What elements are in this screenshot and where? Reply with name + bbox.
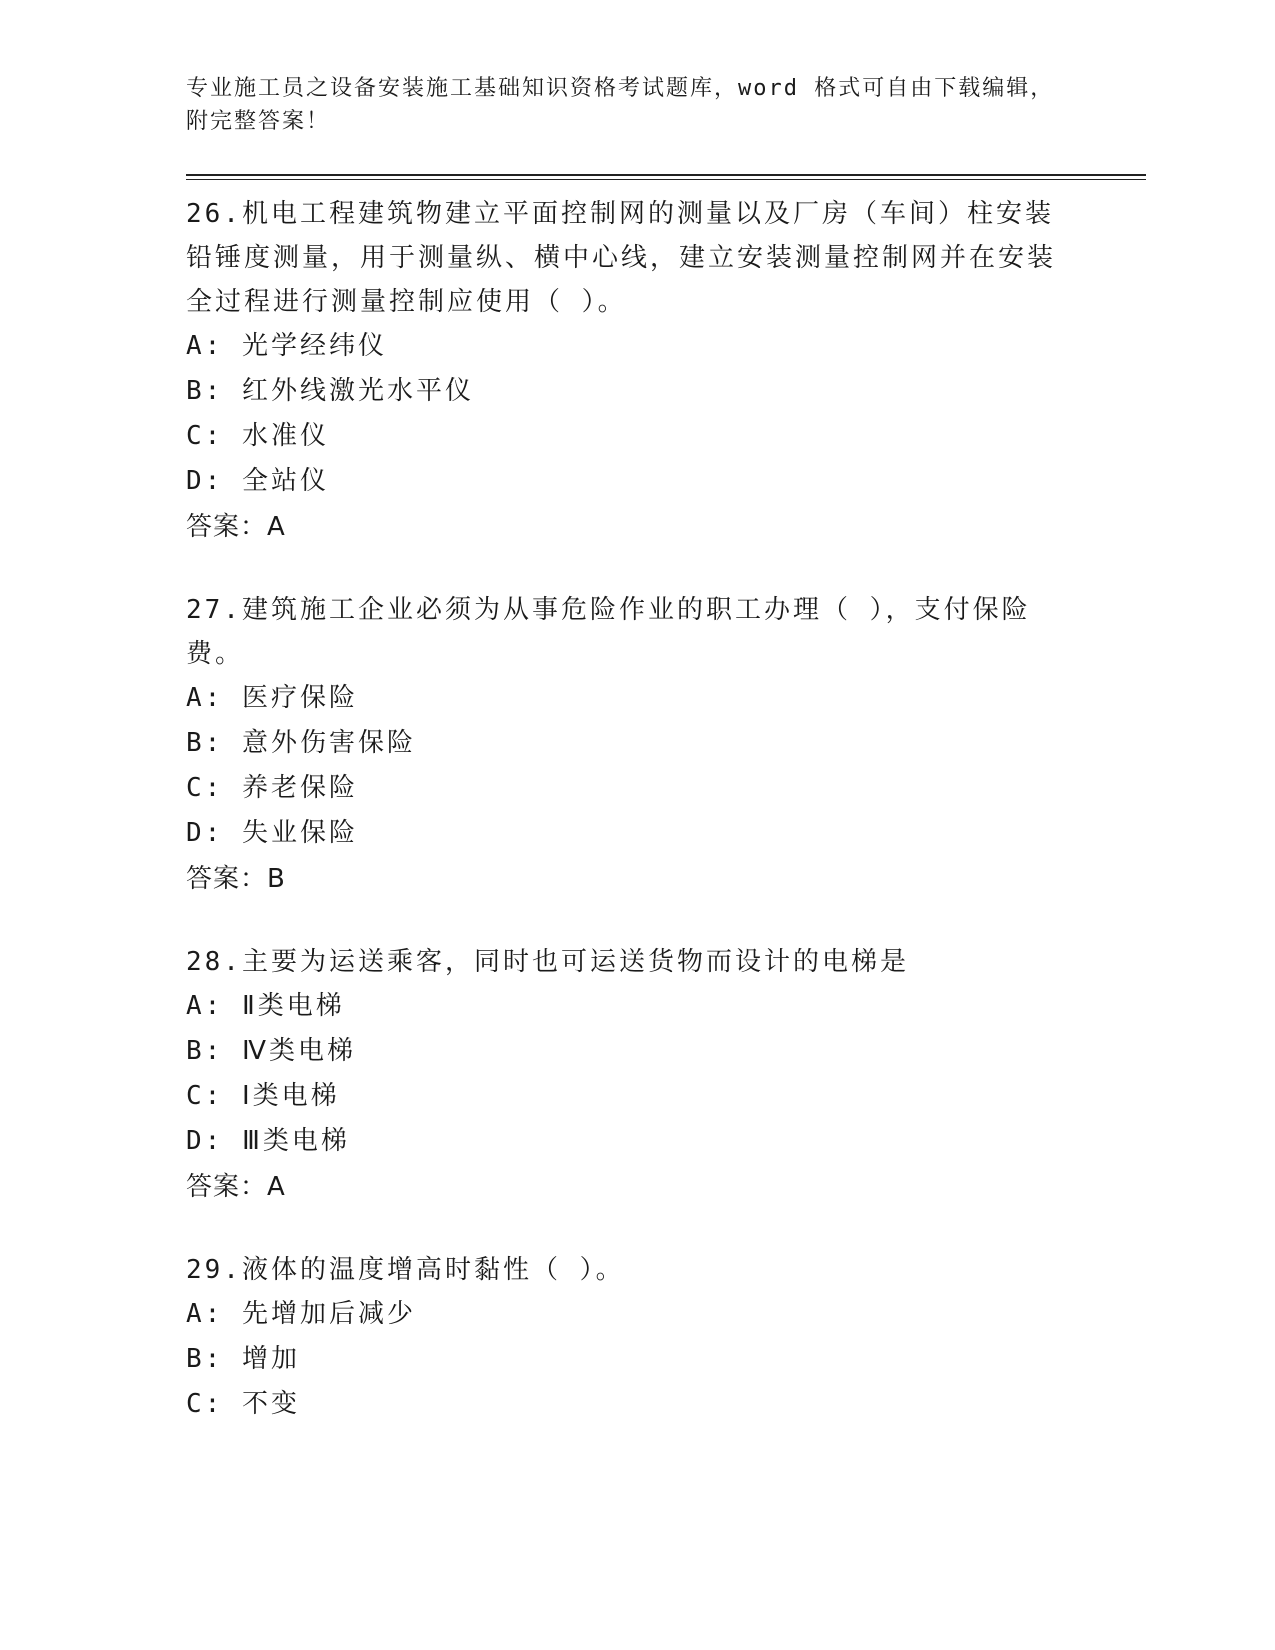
answer-text: 答案：A	[186, 512, 286, 542]
option-a: A: 医疗保险	[186, 683, 358, 713]
answer-text: 答案：A	[186, 1172, 286, 1202]
option-c: C: Ⅰ类电梯	[186, 1081, 340, 1111]
question-text: 28.主要为运送乘客，同时也可运送货物而设计的电梯是	[186, 947, 909, 977]
option-b: B: 增加	[186, 1344, 300, 1374]
header-divider	[186, 174, 1146, 180]
question-26	[186, 192, 1146, 550]
question-text: 27.建筑施工企业必须为从事危险作业的职工办理（ ），支付保险费。	[186, 595, 1031, 669]
option-b: B: 意外伤害保险	[186, 728, 416, 758]
question-list	[186, 192, 1146, 1427]
answer-text: 答案：B	[186, 864, 286, 894]
option-a: A: Ⅱ类电梯	[186, 991, 345, 1021]
option-b: B: Ⅳ类电梯	[186, 1036, 356, 1066]
document-page	[186, 72, 1146, 1465]
option-c: C: 不变	[186, 1389, 300, 1419]
option-d: D: Ⅲ类电梯	[186, 1126, 350, 1156]
option-c: C: 养老保险	[186, 773, 358, 803]
option-d: D: 全站仪	[186, 466, 329, 496]
option-c: C: 水准仪	[186, 421, 329, 451]
document-header: 专业施工员之设备安装施工基础知识资格考试题库，word 格式可自由下载编辑，附完整答案！	[186, 76, 1055, 134]
question-27	[186, 588, 1146, 902]
question-text: 26.机电工程建筑物建立平面控制网的测量以及厂房（车间）柱安装铅锤度测量，用于测量纵、横中心线，建立安装测量控制网并在安装全过程进行测量控制应使用（ ）。	[186, 199, 1057, 317]
option-a: A: 光学经纬仪	[186, 331, 387, 361]
option-b: B: 红外线激光水平仪	[186, 376, 474, 406]
option-d: D: 失业保险	[186, 818, 358, 848]
question-28	[186, 940, 1146, 1210]
question-29	[186, 1248, 1146, 1427]
question-text: 29.液体的温度增高时黏性（ ）。	[186, 1255, 625, 1285]
option-a: A: 先增加后减少	[186, 1299, 416, 1329]
